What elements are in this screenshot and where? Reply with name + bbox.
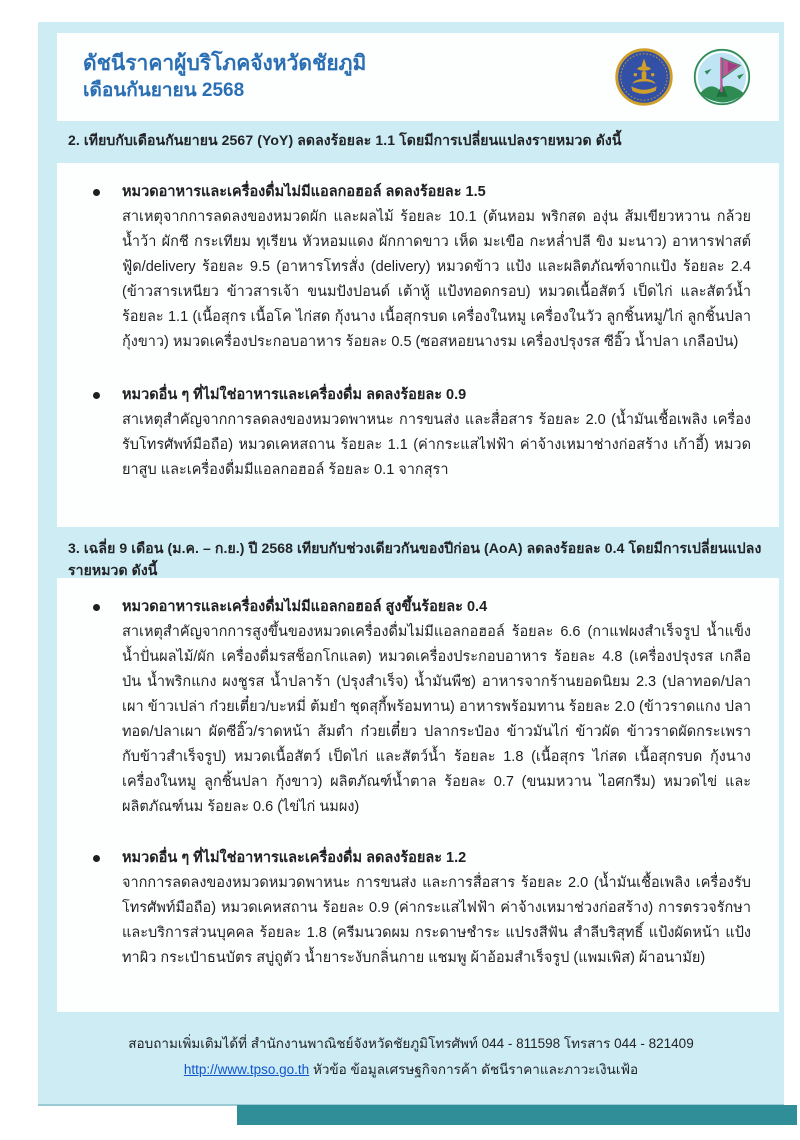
- section2-content-box: [57, 163, 779, 527]
- bullet-icon: [93, 604, 100, 611]
- section3-heading: 3. เฉลี่ย 9 เดือน (ม.ค. – ก.ย.) ปี 2568 เทียบกับช่วงเดียวกันของปีก่อน (AoA) ลดลงร้อยละ 0.4 โดยมีการเปลี่ยนแปลงรายหมวด ดังนี้: [68, 540, 762, 578]
- bullet-body: จากการลดลงของหมวดหมวดพาหนะ การขนส่ง และการสื่อสาร ร้อยละ 2.0 (น้ำมันเชื้อเพลิง เครื่องรับโทรศัพท์มือถือ) หมวดเคหสถาน ร้อยละ 0.9 (ค่ากระแสไฟฟ้า ค่าจ้างเหมาช่วงก่อสร้าง) การตรวจรักษาและบริการส่วนบุคคล ร้อยละ 1.8 (ครีมนวดผม กระดาษชำระ แปรงสีฟัน สำลีบริสุทธิ์ แป้งผัดหน้า แป้งทาผิว กระเป๋าธนบัตร สบู่ถูตัว น้ำยาระงับกลิ่นกาย แชมพู ผ้าอ้อมสำเร็จรูป (แพมเพิส) ผ้าอนามัย): [122, 875, 751, 966]
- bullet-title: หมวดอาหารและเครื่องดื่มไม่มีแอลกอฮอล์ ลดลงร้อยละ 1.5: [122, 184, 486, 200]
- document-header: [57, 33, 779, 121]
- bullet-icon: [93, 392, 100, 399]
- footer-link-line: [38, 1058, 784, 1080]
- list-item: [57, 163, 779, 355]
- bullet-body: สาเหตุสำคัญจากการสูงขึ้นของหมวดเครื่องดื่มไม่มีแอลกอฮอล์ ร้อยละ 6.6 (กาแฟผงสำเร็จรูป น้ำแข็ง น้ำปั่นผลไม้/ผัก เครื่องดื่มรสช็อกโกแลต) หมวดเครื่องประกอบอาหาร ร้อยละ 4.8 (เครื่องปรุงรส เกลือป่น น้ำพริกแกง ผงชูรส น้ำปลาร้า (ปรุงสำเร็จ) น้ำมันพืช) อาหารจากร้านยอดนิยม 2.3 (ปลาทอด/ปลาเผา ข้าวเปล่า ก๋วยเตี๋ยว/บะหมี่ ต้มยำ ชุดสุกี้พร้อมทาน) อาหารพร้อมทาน ร้อยละ 2.0 (ข้าวราดแกง ปลาทอด/ปลาเผา ผัดซีอิ๊ว/ราดหน้า ส้มตำ ก๋วยเตี๋ยว ปลากระป๋อง ข้าวมันไก่ ข้าวผัด ข้าวราดผัดกระเพรา กับข้าวสำเร็จรูป) หมวดเนื้อสัตว์ เป็ดไก่ และสัตว์น้ำ ร้อยละ 1.8 (เนื้อสุกร ไก่สด เนื้อสุกรบด กุ้งนาง เครื่องในหมู ลูกชิ้นปลา กุ้งขาว) ผลิตภัณฑ์น้ำตาล ร้อยละ 0.7 (ขนมหวาน ไอศกรีม) หมวดไข่ และผลิตภัณฑ์นม ร้อยละ 0.6 (ไข่ไก่ นมผง): [122, 624, 751, 815]
- list-item: [57, 578, 779, 820]
- document-page-panel: [38, 22, 784, 1106]
- tpso-website-link[interactable]: http://www.tpso.go.th: [183, 1062, 310, 1077]
- page-title-line1: ดัชนีราคาผู้บริโภคจังหวัดชัยภูมิ: [83, 52, 367, 75]
- ministry-of-commerce-seal-icon: [615, 48, 673, 106]
- footer-contact: สอบถามเพิ่มเติมได้ที่ สำนักงานพาณิชย์จังหวัดชัยภูมิโทรศัพท์ 044 - 811598 โทรสาร 044 - 821409: [128, 1036, 694, 1051]
- bullet-body: สาเหตุจากการลดลงของหมวดผัก และผลไม้ ร้อยละ 10.1 (ต้นหอม พริกสด องุ่น ส้มเขียวหวาน กล้วยน้ำว้า ผักชี กระเทียม ทุเรียน หัวหอมแดง ผักกาดขาว เห็ด มะเขือ กะหล่ำปลี ขิง มะนาว) อาหารฟาสต์ฟู้ด/delivery ร้อยละ 9.5 (อาหารโทรสั่ง (delivery) หมวดข้าว แป้ง และผลิตภัณฑ์จากแป้ง ร้อยละ 2.4 (ข้าวสารเหนียว ข้าวสารเจ้า ขนมปังปอนด์ เต้าหู้ แป้งทอดกรอบ) หมวดเนื้อสัตว์ เป็ดไก่ และสัตว์น้ำ ร้อยละ 1.1 (เนื้อสุกร เนื้อโค ไก่สด กุ้งนาง เนื้อสุกรบด เครื่องในหมู เครื่องในวัว ลูกชิ้นหมู/ไก่ ลูกชิ้นปลา กุ้งขาว) หมวดเครื่องประกอบอาหาร ร้อยละ 0.5 (ซอสหอยนางรม เครื่องปรุงรส ซีอิ๊ว น้ำปลา เกลือป่น): [122, 209, 751, 350]
- bullet-body: สาเหตุสำคัญจากการลดลงของหมวดพาหนะ การขนส่ง และสื่อสาร ร้อยละ 2.0 (น้ำมันเชื้อเพลิง เครื่องรับโทรศัพท์มือถือ) หมวดเคหสถาน ร้อยละ 1.1 (ค่ากระแสไฟฟ้า ค่าจ้างเหมาช่างก่อสร้าง เก้าอี้) หมวดยาสูบ และเครื่องดื่มมีแอลกอฮอล์ ร้อยละ 0.1 จากสุรา: [122, 412, 751, 478]
- page-title-line2: เดือนกันยายน 2568: [83, 80, 245, 101]
- section3-content-box: [57, 578, 779, 1012]
- bullet-title: หมวดอื่น ๆ ที่ไม่ใช่อาหารและเครื่องดื่ม ลดลงร้อยละ 1.2: [122, 850, 467, 866]
- footer-link-suffix: หัวข้อ ข้อมูลเศรษฐกิจการค้า ดัชนีราคาและภาวะเงินเฟ้อ: [312, 1062, 639, 1077]
- bottom-scan-bar: [237, 1105, 797, 1125]
- section2-heading: 2. เทียบกับเดือนกันยายน 2567 (YoY) ลดลงร้อยละ 1.1 โดยมีการเปลี่ยนแปลงรายหมวด ดังนี้: [68, 132, 622, 148]
- list-item: [57, 355, 779, 483]
- bullet-title: หมวดอื่น ๆ ที่ไม่ใช่อาหารและเครื่องดื่ม ลดลงร้อยละ 0.9: [122, 387, 467, 403]
- chaiyaphum-province-seal-icon: [693, 48, 751, 106]
- list-item: [57, 820, 779, 971]
- logo-group: [615, 48, 751, 106]
- bullet-icon: [93, 855, 100, 862]
- bullet-title: หมวดอาหารและเครื่องดื่มไม่มีแอลกอฮอล์ สูงขึ้นร้อยละ 0.4: [122, 599, 488, 615]
- page-title: [57, 50, 366, 104]
- bullet-icon: [93, 189, 100, 196]
